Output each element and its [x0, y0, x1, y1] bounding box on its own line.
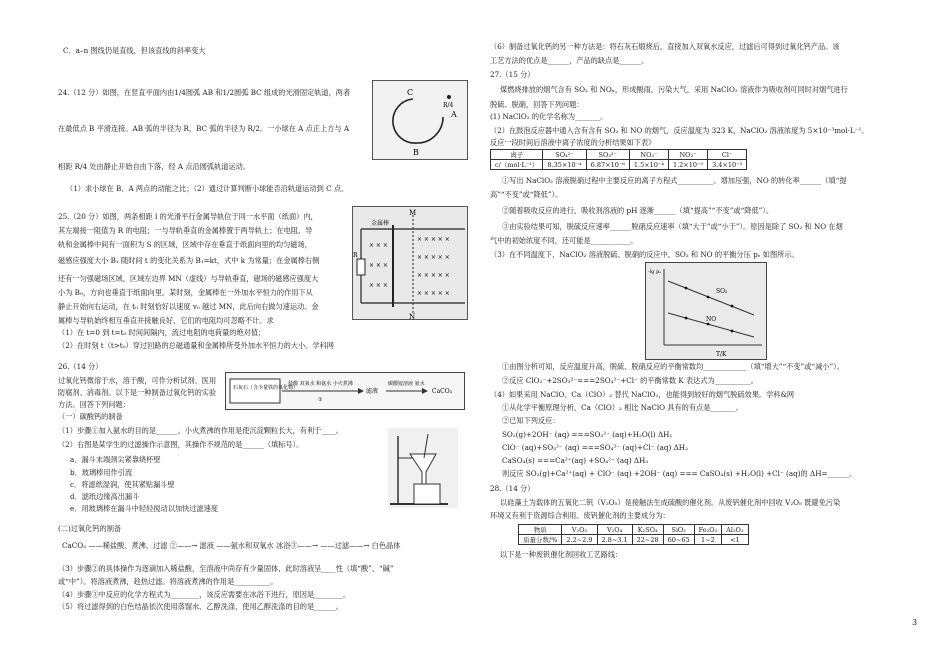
rod-diagram: [353, 207, 467, 319]
text-line: 方法。回答下列问题：: [58, 400, 130, 409]
text-line: 以硅藻土为载体的五氧化二钒（V₂O₅）是接触法生成硫酸的催化剂。从废钒催化剂中回收 V₂O₅ 既避免污染: [500, 498, 841, 507]
text-line: 高”“不变”或“降低”）。: [490, 190, 563, 199]
table-header: K₂SO₄: [632, 525, 663, 535]
flow-node: 滤液: [366, 388, 379, 395]
text-line: 24.（12 分）如图，在竖直平面内由1/4圆弧 AB 和1/2圆弧 BC 组成的光滑固定轨道，两者: [58, 88, 351, 97]
svg-text:× × × × ×: × × × × ×: [417, 254, 450, 261]
text-line: CaSO₄(s) ===Ca²⁺(aq) +SO₄²⁻ (aq) ΔH₃: [502, 456, 649, 465]
table-cell: 2.8~3.1: [597, 535, 632, 545]
label-r: R: [353, 252, 358, 259]
text-line: （1）求小球在 B、A 两点的动能之比；（2）通过计算判断小球能否沿轨道运动到 C 点。: [66, 184, 349, 193]
text-line: ①从化学平衡原理分析，Ca（ClO）₂ 相比 NaClO 具有的有点是_______。: [502, 403, 743, 412]
table-cell: 22~28: [632, 535, 663, 545]
table-header: V₂O₅: [562, 525, 597, 535]
text-line: 工艺方法的优点是______，产品的缺点是______。: [490, 56, 649, 65]
table-cell: 1.5×10⁻⁴: [629, 160, 668, 170]
label-n: N: [409, 313, 416, 319]
text-line: a．漏斗末端颈尖紧靠烧杯壁: [70, 455, 161, 464]
ion-table: [490, 149, 747, 170]
text-line: 在最低点 B 平滑连接。AB 弧的半径为 R，BC 弧的半径为 R/2。一小球在 A 点正上方与 A: [58, 124, 350, 133]
text-line: 气中的初始浓度不同，还可能是___________。: [490, 236, 638, 245]
table-cell: 6.87×10⁻⁶: [586, 160, 629, 170]
table-cell: 8.35×10⁻⁴: [543, 160, 586, 170]
text-line: 小为 B₀，方向也垂直于纸面向里。某时刻，金属棒在一外加水平恒力的作用下从: [58, 288, 313, 297]
table-header: SO₄²⁻: [543, 150, 586, 160]
y-axis-label: -lg pₑ: [648, 269, 662, 275]
text-line: ①由图分析可知，反应温度升高，脱硫、脱硝反应的平衡常数均____________（填“增大”“不变”或“减小”）。: [502, 362, 844, 371]
text-line: c．将滤纸湿润，使其紧贴漏斗壁: [70, 480, 175, 489]
text-line: （3）步骤②的具体操作为逐滴加入稀盐酸，至溶液中尚存有少量固体，此时溶液呈____性（填“酸”、“碱”: [58, 564, 394, 573]
text-line: （2）右图是某学生的过滤操作示意图，其操作不规范的是______（填标号）。: [58, 440, 304, 449]
text-line: （4）步骤③中反应的化学方程式为________，该反应需要在冰浴下进行，原因是________。: [58, 590, 351, 599]
text-line: （5）将过滤得到的白色结晶依次使用蒸馏水、乙醇洗涤，使用乙醇洗涤的目的是______。: [58, 602, 343, 611]
text-line: （3）在不同温度下，NaClO₂ 溶液脱硫、脱硝的反应中，SO₂ 和 NO 的平衡分压 pₑ 如图所示。: [490, 250, 799, 259]
track-diagram: [373, 81, 467, 159]
text-line: SO₂(g)+2OH⁻ (aq) ===SO₃²⁻ (aq)+H₂O(l) ΔH₁: [502, 430, 673, 439]
rod-figure: [352, 206, 468, 320]
label-rod: 金属棒: [371, 220, 390, 227]
text-line: （1）步骤①加入氨水的目的是______。小火煮沸的作用是使沉淀颗粒长大，有利于____。: [58, 426, 343, 435]
svg-text:× × ×: × × ×: [369, 262, 388, 269]
svg-text:× × × × ×: × × × × ×: [417, 290, 450, 297]
table-cell: 60~65: [663, 535, 694, 545]
flow-step: ①: [318, 397, 323, 403]
text-line: 25.（20 分）如图，两条相距 l 的光滑平行金属导轨位于同一水平面（纸面）内，: [58, 212, 318, 221]
text-line: ②已知下列反应：: [502, 416, 560, 425]
text-line: 过氧化钙微溶于水，溶于酸，可作分析试剂、医用: [58, 376, 217, 385]
text-line: C．a–n 图线仍是直线，但该直线的斜率变大: [63, 46, 206, 55]
table-header: NO₂⁻: [668, 150, 707, 160]
label-a: A: [451, 110, 457, 119]
table-header: V₂O₄: [597, 525, 632, 535]
text-line: 28.（14 分）: [490, 484, 535, 493]
text-line: 或“中”）。将溶液煮沸，趁热过滤。将溶液煮沸的作用是__________。: [58, 577, 278, 586]
text-line: d．滤纸边缘高出漏斗: [70, 492, 140, 501]
page-number: 3: [912, 618, 918, 627]
catalyst-table: [518, 524, 749, 545]
text-line: 防腐剂、消毒剂。以下是一种制备过氧化钙的实验: [58, 388, 217, 397]
pressure-graph-svg: [646, 263, 766, 359]
text-line: 26.（14 分）: [58, 362, 103, 371]
text-line: ClO⁻ (aq)+SO₃²⁻ (aq) ===SO₄²⁻ (aq)+Cl⁻ (aq) ΔH₂: [502, 443, 688, 452]
text-line: （2）在鼓泡反应器中通入含有含有 SO₂ 和 NO 的烟气，反应温度为 323 K，NaClO₂ 溶液浓度为 5×10⁻³mol·L⁻¹。: [490, 126, 869, 135]
pressure-graph: [645, 262, 767, 360]
flow-diagram: [225, 372, 465, 410]
flow-node: 盐酸 双氧水 和氨水 小火煮沸: [288, 381, 353, 387]
x-axis-label: T/K: [716, 351, 727, 358]
text-line: 脱硫、脱硝，回答下列问题：: [490, 100, 584, 109]
table-cell: 质量分数/%: [519, 535, 562, 545]
table-header: SiO₂: [663, 525, 694, 535]
table-header: 离子: [491, 150, 543, 160]
table-header: Al₂O₃: [722, 525, 748, 535]
table-cell: <1: [722, 535, 748, 545]
table-row: [519, 525, 749, 535]
text-line: b．玻璃棒用作引流: [70, 468, 133, 477]
text-line: 属棒与导轨始终相互垂直并接触良好，它们的电阻均可忽略不计。求: [58, 316, 274, 325]
filter-svg: [388, 428, 458, 508]
flow-node: 碳酸铵溶液 氨水: [388, 381, 425, 387]
text-line: 其左端接一阻值为 R 的电阻；一与导轨垂直的金属棒置于两导轨上；在电阻、导: [58, 226, 313, 235]
table-row: [491, 150, 747, 160]
text-line: 反应一段时间后溶液中离子浓度的分析结果如下表》: [490, 138, 656, 147]
label-c: C: [407, 88, 414, 97]
filter-figure: [388, 428, 458, 508]
text-line: （4）如果采用 NaClO、Ca（ClO）₂ 替代 NaClO₂，也能得到较好的烟气脱硫效果。学科&网: [490, 390, 795, 399]
text-line: 则反应 SO₂(g)+Ca²⁺(aq) + ClO⁻ (aq) +2OH⁻ (aq) === CaSO₄(s) +H₂O(l) +Cl⁻ (aq)的 ΔH=______。: [502, 469, 857, 478]
table-row: [491, 160, 747, 170]
flow-node: 石灰石（含少量铁的氧化物）: [233, 385, 299, 391]
table-header: NO₃⁻: [629, 150, 668, 160]
text-line: 环境又有利于资源综合利用。废钒催化剂的主要成分为：: [490, 511, 670, 520]
text-line: ③由实验结果可知，脱硫反应速率______脱硝反应速率（填“大于”或“小于”）。原因是除了 SO₂ 和 NO 在烟: [502, 222, 843, 231]
text-line: 磁感应强度大小 B₁ 随时间 t 的变化关系为 B₁=kt，式中 k 为常量；在金属棒右侧: [58, 256, 320, 265]
table-cell: 3.4×10⁻³: [708, 160, 747, 170]
table-row: [519, 535, 749, 545]
text-line: 相距 R/4 处由静止开始自由下落，经 A 点沿圆弧轨道运动。: [58, 162, 251, 171]
text-line: （1）在 t=0 到 t=t₀ 时间间隔内，流过电阻的电荷量的绝对值；: [58, 328, 266, 337]
svg-text:× × × × ×: × × × × ×: [417, 272, 450, 279]
table-header: 物质: [519, 525, 562, 535]
text-line: （一）碳酸钙的制备: [58, 412, 123, 421]
table-cell: 1~2: [694, 535, 722, 545]
table-header: Cl⁻: [708, 150, 747, 160]
text-line: (二)过氧化钙的制备: [58, 524, 122, 533]
table-cell: 2.2~2.9: [562, 535, 597, 545]
svg-text:× × × × ×: × × × × ×: [417, 236, 450, 243]
table-header: Fe₂O₃: [694, 525, 722, 535]
table-cell: c/（mol·L⁻¹）: [491, 160, 543, 170]
svg-text:× × ×: × × ×: [369, 242, 388, 249]
text-line: （2）在时刻 t（t>t₀）穿过回路的总磁通量和金属棒所受外加水平恒力的大小。学科网: [58, 341, 334, 350]
flow-node: CaCO₃: [432, 388, 453, 395]
label-r4: R/4: [443, 102, 454, 109]
text-line: ①写出 NaClO₂ 溶液脱硝过程中主要反应的离子方程式__________。增加压强，NO 的转化率______（填“提: [502, 176, 847, 185]
text-line: CaCO₃ ——稀盐酸、煮沸、过滤 ②——→ 滤液 ——氨水和双氧水 冰浴③——→ ——过滤——→ 白色晶体: [62, 541, 401, 550]
label-m: M: [409, 209, 417, 217]
svg-text:× × ×: × × ×: [369, 282, 388, 289]
series-label: NO: [706, 316, 717, 323]
text-line: 煤燃烧排放的烟气含有 SO₂ 和 NOₓ，形成酸雨、污染大气，采用 NaClO₂ 溶液作为吸收剂可同时对烟气进行: [500, 85, 848, 94]
track-figure: [372, 80, 468, 160]
text-line: ②随着吸收反应的进行，吸收剂溶液的 pH 逐渐______（填“提高”“不变”或“降低”）。: [502, 206, 774, 215]
text-line: 27.（15 分）: [490, 70, 535, 79]
series-label: SO₂: [716, 288, 728, 295]
table-header: SO₃²⁻: [586, 150, 629, 160]
text-line: (1) NaClO₂ 的化学名称为_______。: [490, 112, 608, 121]
table-cell: 1.2×10⁻⁵: [668, 160, 707, 170]
text-line: （6）制备过氧化钙的另一种方法是：将石灰石煅烧后，直接加入双氧水反应，过滤后可得到过氧化钙产品。该: [490, 42, 840, 51]
text-line: ②反应 ClO₂⁻+2SO₃²⁻===2SO₄²⁻+Cl⁻ 的平衡常数 K 表达式为__________。: [502, 376, 758, 385]
text-line: 还有一匀强磁场区域，区域左边界 MN（虚线）与导轨垂直，磁场的磁感应强度大: [58, 274, 319, 283]
text-line: 以下是一种废钒催化剂回收工艺路线：: [500, 550, 623, 559]
text-line: e．用玻璃棒在漏斗中轻轻搅动以加快过滤速度: [70, 504, 219, 513]
flow-svg: [226, 373, 464, 409]
text-line: 静止开始向右运动，在 t₀ 时刻恰好以速度 v₀ 越过 MN，此后向右做匀速运动。金: [58, 302, 319, 311]
text-line: 轨和金属棒中间有一面积为 S 的区域，区域中存在垂直于纸面向里的均匀磁场，: [58, 240, 312, 249]
label-b: B: [413, 148, 419, 157]
